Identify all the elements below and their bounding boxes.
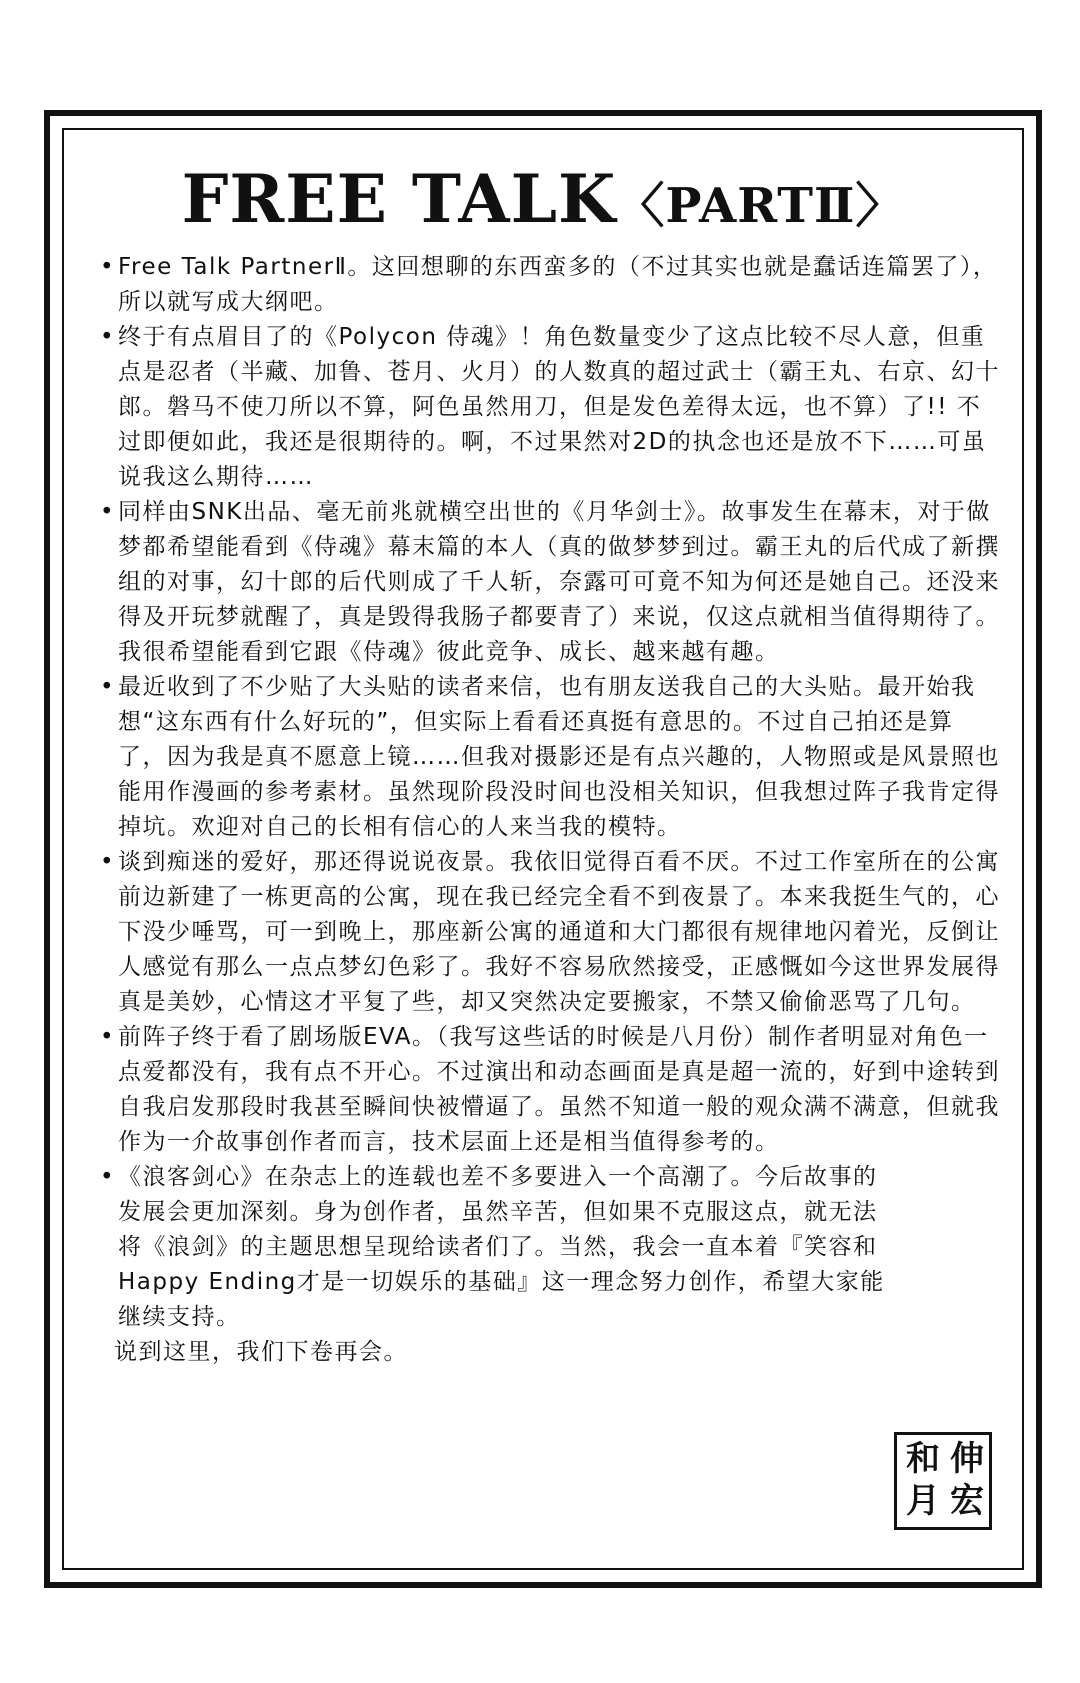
seal-char: 月 — [906, 1481, 940, 1521]
paragraph-text: 终于有点眉目了的《Polycon 侍魂》！角色数量变少了这点比较不尽人意，但重点是忍者（半藏、加鲁、苍月、火月）的人数真的超过武士（霸王丸、右京、幻十郎。磐马不使刀所以不算，阿色虽然用刀，但是发色差得太远，也不算）了!! 不过即便如此，我还是很期待的。啊，不过果然对2D的执念也还是放不下……可虽说我这么期待…… — [118, 324, 1000, 490]
author-seal-stamp — [894, 1432, 992, 1530]
bullet-icon: • — [100, 324, 116, 350]
paragraph-gekka-kenshi — [100, 495, 1000, 670]
paragraph-partner — [100, 250, 1000, 320]
paragraph-text: 前阵子终于看了剧场版EVA。（我写这些话的时候是八月份）制作者明显对角色一点爱都没有，我有点不开心。不过演出和动态画面是真是超一流的，好到中途转到自我启发那段时我甚至瞬间快被懵逼了。虽然不知道一般的观众满不满意，但就我作为一介故事创作者而言，技术层面上还是相当值得参考的。 — [118, 1024, 1000, 1155]
seal-char: 和 — [906, 1439, 940, 1479]
paragraph-text: 同样由SNK出品、毫无前兆就横空出世的《月华剑士》。故事发生在幕末，对于做梦都希望能看到《侍魂》幕末篇的本人（真的做梦梦到过。霸王丸的后代成了新撰组的对事，幻十郎的后代则成了千人斩，奈露可可竟不知为何还是她自己。还没来得及开玩梦就醒了，真是毁得我肠子都要青了）来说，仅这点就相当值得期待了。我很希望能看到它跟《侍魂》彼此竞争、成长、越来越有趣。 — [118, 499, 1000, 665]
bullet-icon: • — [100, 1164, 116, 1190]
bullet-icon: • — [100, 499, 116, 525]
paragraph-text: 《浪客剑心》在杂志上的连载也差不多要进入一个高潮了。今后故事的发展会更加深刻。身为创作者，虽然辛苦，但如果不克服这点，就无法将《浪剑》的主题思想呈现给读者们了。当然，我会一直本着『笑容和Happy Ending才是一切娱乐的基础』这一理念努力创作，希望大家能继续支持。 — [118, 1164, 885, 1330]
title-part: 〈PARTⅡ〉 — [616, 178, 905, 234]
bullet-icon: • — [100, 849, 116, 875]
paragraph-text: 谈到痴迷的爱好，那还得说说夜景。我依旧觉得百看不厌。不过工作室所在的公寓前边新建了一栋更高的公寓，现在我已经完全看不到夜景了。本来我挺生气的，心下没少唾骂，可一到晚上，那座新公寓的通道和大门都很有规律地闪着光，反倒让人感觉有那么一点点梦幻色彩了。我好不容易欣然接受，正感慨如今这世界发展得真是美妙，心情这才平复了些，却又突然决定要搬家，不禁又偷偷恶骂了几句。 — [118, 849, 1000, 1015]
seal-char: 伸 — [950, 1439, 984, 1479]
free-talk-body — [100, 250, 1000, 1370]
paragraph-text: Free Talk PartnerⅡ。这回想聊的东西蛮多的（不过其实也就是蠢话连篇罢了），所以就写成大纲吧。 — [118, 254, 998, 315]
bullet-icon: • — [100, 674, 116, 700]
bullet-icon: • — [100, 254, 116, 280]
paragraph-eva-movie — [100, 1020, 1000, 1160]
paragraph-rurouni-kenshin — [100, 1160, 888, 1335]
paragraph-night-view — [100, 845, 1000, 1020]
page-title — [62, 160, 1024, 238]
paragraph-photo-stickers — [100, 670, 1000, 845]
title-main: FREE TALK — [181, 160, 617, 238]
paragraph-polycon-samurai — [100, 320, 1000, 495]
bullet-icon: • — [100, 1024, 116, 1050]
closing-line: 说到这里，我们下卷再会。 — [114, 1339, 408, 1365]
paragraph-text: 最近收到了不少贴了大头贴的读者来信，也有朋友送我自己的大头贴。最开始我想“这东西有什么好玩的”，但实际上看看还真挺有意思的。不过自己拍还是算了，因为我是真不愿意上镜……但我对摄影还是有点兴趣的，人物照或是风景照也能用作漫画的参考素材。虽然现阶段没时间也没相关知识，但我想过阵子我肯定得掉坑。欢迎对自己的长相有信心的人来当我的模特。 — [118, 674, 1000, 840]
seal-char: 宏 — [950, 1481, 984, 1521]
